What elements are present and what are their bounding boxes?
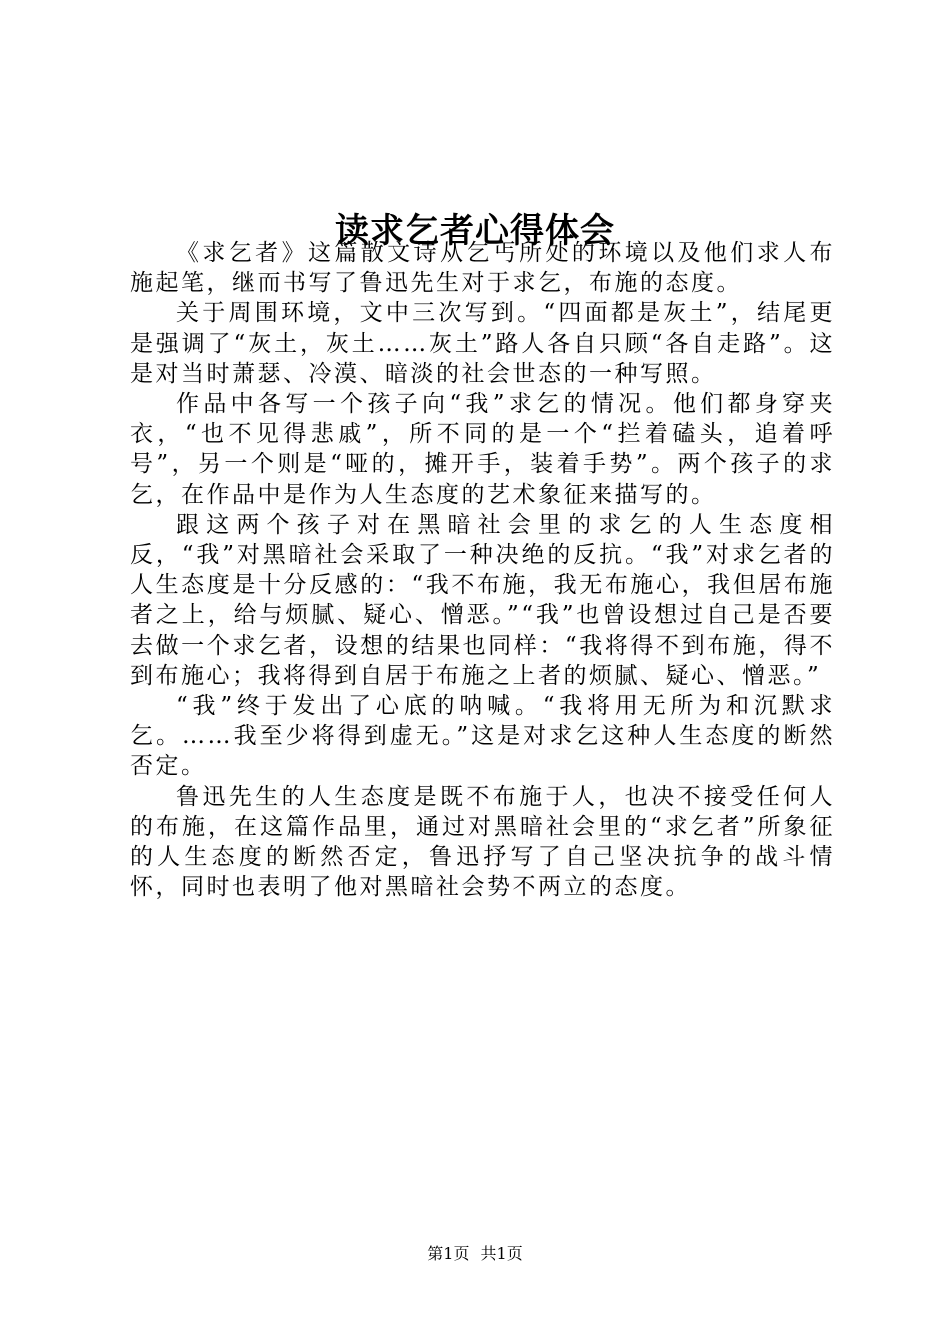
- document-body: [130, 238, 835, 902]
- paragraph: 关于周围环境，文中三次写到。“四面都是灰土”，结尾更是强调了“灰土，灰土……灰土”路人各自只顾“各自走路”。这是对当时萧瑟、冷漠、暗淡的社会世态的一种写照。: [130, 300, 835, 387]
- paragraph: 作品中各写一个孩子向“我”求乞的情况。他们都身穿夹衣，“也不见得悲戚”，所不同的是一个“拦着磕头，追着呼号”，另一个则是“哑的，摊开手，装着手势”。两个孩子的求乞，在作品中是作为人生态度的艺术象征来描写的。: [130, 391, 835, 508]
- paragraph: 跟这两个孩子对在黑暗社会里的求乞的人生态度相反，“我”对黑暗社会采取了一种决绝的反抗。“我”对求乞者的人生态度是十分反感的：“我不布施，我无布施心，我但居布施者之上，给与烦腻、疑心、憎恶。”“我”也曾设想过自己是否要去做一个求乞者，设想的结果也同样：“我将得不到布施，得不到布施心；我将得到自居于布施之上者的烦腻、疑心、憎恶。”: [130, 511, 835, 689]
- paragraph: “我”终于发出了心底的呐喊。“我将用无所为和沉默求乞。……我至少将得到虚无。”这是对求乞这种人生态度的断然否定。: [130, 693, 835, 780]
- page-footer: [0, 1244, 950, 1264]
- paragraph: 鲁迅先生的人生态度是既不布施于人，也决不接受任何人的布施，在这篇作品里，通过对黑暗社会里的“求乞者”所象征的人生态度的断然否定，鲁迅抒写了自己坚决抗争的战斗情怀，同时也表明了他对黑暗社会势不两立的态度。: [130, 783, 835, 901]
- paragraph: 《求乞者》这篇散文诗从乞丐所处的环境以及他们求人布施起笔，继而书写了鲁迅先生对于求乞，布施的态度。: [130, 240, 835, 297]
- document-title: 读求乞者心得体会: [335, 210, 615, 251]
- page-number: 第1页: [427, 1244, 470, 1263]
- page-total: 共1页: [480, 1244, 523, 1263]
